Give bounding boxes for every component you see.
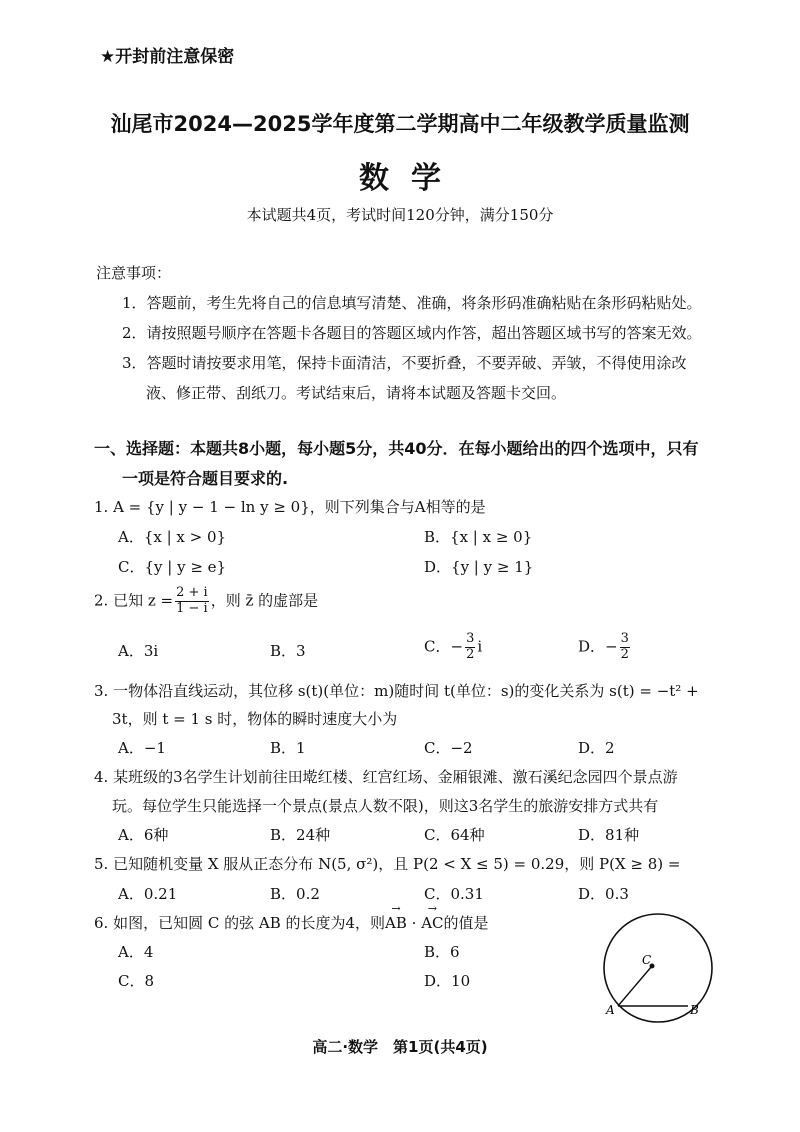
q4-option-d: D．81种 (578, 826, 640, 844)
question-2-stem (94, 586, 318, 617)
q2-option-d-den: 2 (620, 646, 629, 662)
q3-option-d: D．2 (578, 739, 615, 757)
q6-stem-post: 的值是 (443, 914, 489, 932)
q2-option-d-fraction (620, 632, 630, 663)
q2-option-d-label: D． (578, 637, 606, 656)
question-1-stem: 1. A = {y | y − 1 − ln y ≥ 0}，则下列集合与A相等的是 (94, 498, 486, 516)
q1-option-b: B．{x | x ≥ 0} (424, 528, 533, 546)
q5-option-a: A．0.21 (118, 885, 178, 903)
radius-ca (618, 966, 652, 1006)
question-4-stem-cont: 玩。每位学生只能选择一个景点(景点人数不限)，则这3名学生的旅游安排方式共有 (112, 797, 659, 815)
label-b: B (690, 1003, 699, 1017)
q4-option-b: B．24种 (270, 826, 331, 844)
circle-figure (596, 908, 720, 1032)
notes-heading: 注意事项： (96, 264, 172, 282)
q2-option-c-den: 2 (466, 646, 475, 662)
q2-option-c (424, 632, 482, 663)
exam-title: 汕尾市2024—2025学年度第二学期高中二年级教学质量监测 (110, 112, 690, 136)
label-c: C (642, 953, 652, 967)
q3-option-b: B．1 (270, 739, 306, 757)
q5-option-d: D．0.3 (578, 885, 629, 903)
section-heading-cont: 一项是符合题目要求的. (122, 469, 289, 488)
q2-denominator: 1 − i (176, 600, 208, 616)
q2-option-c-sign: − (450, 637, 464, 656)
exam-info: 本试题共4页，考试时间120分钟，满分150分 (246, 206, 554, 224)
q2-numerator: 2 + i (176, 585, 208, 600)
q2-stem-pre: 2. 已知 z = (94, 591, 174, 610)
q2-fraction (175, 586, 209, 617)
q2-option-c-fraction (465, 632, 475, 663)
q6-option-c: C．8 (118, 972, 155, 990)
note-item: 1．答题前，考生先将自己的信息填写清楚、准确，将条形码准确粘贴在条形码粘贴处。 (122, 294, 702, 312)
subject-title: 数学 (359, 161, 463, 196)
q2-option-d-num: 3 (620, 631, 629, 646)
q6-option-a: A．4 (118, 943, 154, 961)
q2-option-c-num: 3 (466, 631, 475, 646)
question-5-stem: 5. 已知随机变量 X 服从正态分布 N(5, σ²)，且 P(2 < X ≤ 5) = 0.29，则 P(X ≥ 8) = (94, 855, 681, 873)
q4-option-a: A．6种 (118, 826, 169, 844)
label-a: A (606, 1003, 615, 1017)
q2-option-c-label: C． (424, 637, 451, 656)
q2-option-c-suffix: i (477, 637, 483, 656)
q4-option-c: C．64种 (424, 826, 485, 844)
q2-stem-post: ，则 z̄ 的虚部是 (210, 591, 319, 610)
question-4-stem: 4. 某班级的3名学生计划前往田墘红楼、红宫红场、金厢银滩、激石溪纪念园四个景点游 (94, 768, 678, 786)
question-6-stem (94, 912, 489, 933)
question-3-stem-cont: 3t，则 t = 1 s 时，物体的瞬时速度大小为 (112, 710, 398, 728)
q2-option-d-sign: − (605, 637, 618, 656)
q5-option-c: C．0.31 (424, 885, 484, 903)
section-heading: 一、选择题：本题共8小题，每小题5分，共40分．在每小题给出的四个选项中，只有 (94, 439, 699, 458)
q6-option-d: D．10 (424, 972, 471, 990)
q1-option-d: D．{y | y ≥ 1} (424, 558, 534, 576)
confidential-notice: ★开封前注意保密 (100, 47, 235, 67)
note-item: 液、修正带、刮纸刀。考试结束后，请将本试题及答题卡交回。 (146, 384, 567, 402)
q6-option-b: B．6 (424, 943, 460, 961)
q3-option-a: A．−1 (118, 739, 166, 757)
q2-option-b: B．3 (270, 642, 306, 660)
q6-stem-pre: 6. 如图，已知圆 C 的弦 AB 的长度为4，则 (94, 914, 386, 932)
q1-option-a: A．{x | x > 0} (118, 528, 227, 546)
q5-option-b: B．0.2 (270, 885, 320, 903)
q2-option-a: A．3i (118, 642, 159, 660)
q1-option-c: C．{y | y ≥ e} (118, 558, 227, 576)
question-3-stem: 3. 一物体沿直线运动，其位移 s(t)(单位：m)随时间 t(单位：s)的变化关系为 s(t) = −t² + (94, 682, 699, 700)
q3-option-c: C．−2 (424, 739, 473, 757)
q6-dot: · (406, 914, 422, 932)
vector-ab: → AB (385, 914, 407, 932)
note-item: 3．答题时请按要求用笔，保持卡面清洁，不要折叠，不要弄破、弄皱，不得使用涂改 (122, 354, 687, 372)
page-footer: 高二·数学 第1页(共4页) (312, 1038, 488, 1056)
vector-ac: → AC (421, 914, 443, 932)
q2-option-d (578, 632, 632, 663)
note-item: 2．请按照题号顺序在答题卡各题目的答题区域内作答，超出答题区域书写的答案无效。 (122, 324, 702, 342)
